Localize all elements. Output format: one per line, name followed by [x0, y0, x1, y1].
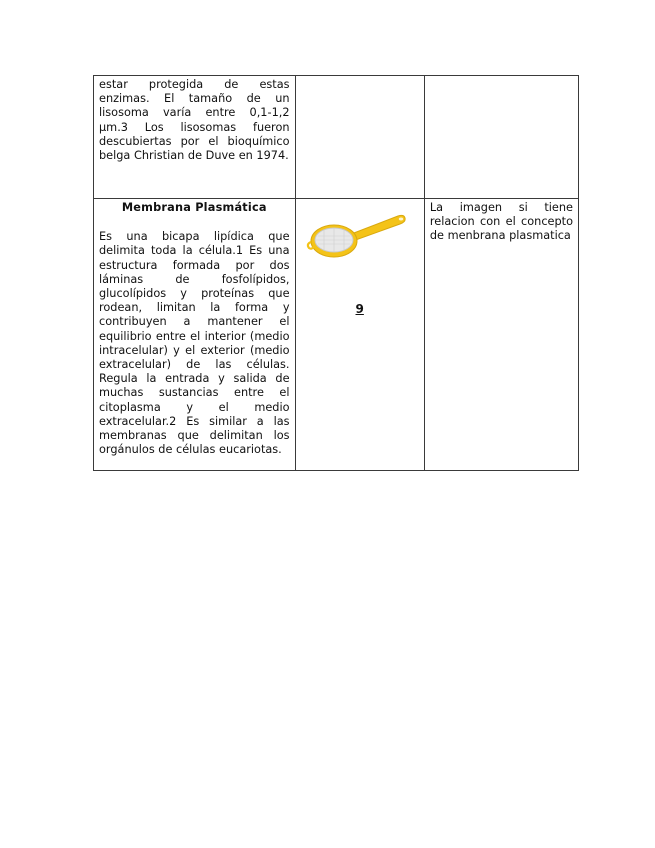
- table-row: [94, 76, 579, 199]
- definition-cell: [94, 76, 296, 199]
- image-label: 9: [355, 302, 364, 316]
- comment-text: La imagen si tiene relacion con el concepto de menbrana plasmatica: [429, 201, 573, 243]
- table-row: [94, 199, 579, 471]
- image-cell: [295, 76, 424, 199]
- definition-text: Es una bicapa lipídica que delimita toda la célula.1 Es una estructura formada por dos láminas de fosfolípidos, glucolípidos y proteínas que rodean, limitan la forma y contribuyen a mantener el equilibrio entre el interior (medio intracelular) y el exterior (medio extracelular) de las células. Regula la entrada y salida de muchas sustancias entre el citoplasma y el medio extracelular.2 Es similar a las membranas que delimitan los orgánulos de células eucariotas.: [99, 230, 290, 457]
- concept-table: [93, 75, 579, 471]
- image-cell: [295, 199, 424, 471]
- comment-cell: [424, 76, 578, 199]
- concept-heading: Membrana Plasmática: [121, 201, 267, 214]
- definition-text: estar protegida de estas enzimas. El tamaño de un lisosoma varía entre 0,1-1,2 µm.3 Los lisosomas fueron descubiertas por el bioquímico belga Christian de Duve en 1974.: [99, 78, 290, 163]
- definition-cell: [94, 199, 296, 471]
- comment-cell: [424, 199, 578, 471]
- strainer-icon: [306, 202, 414, 262]
